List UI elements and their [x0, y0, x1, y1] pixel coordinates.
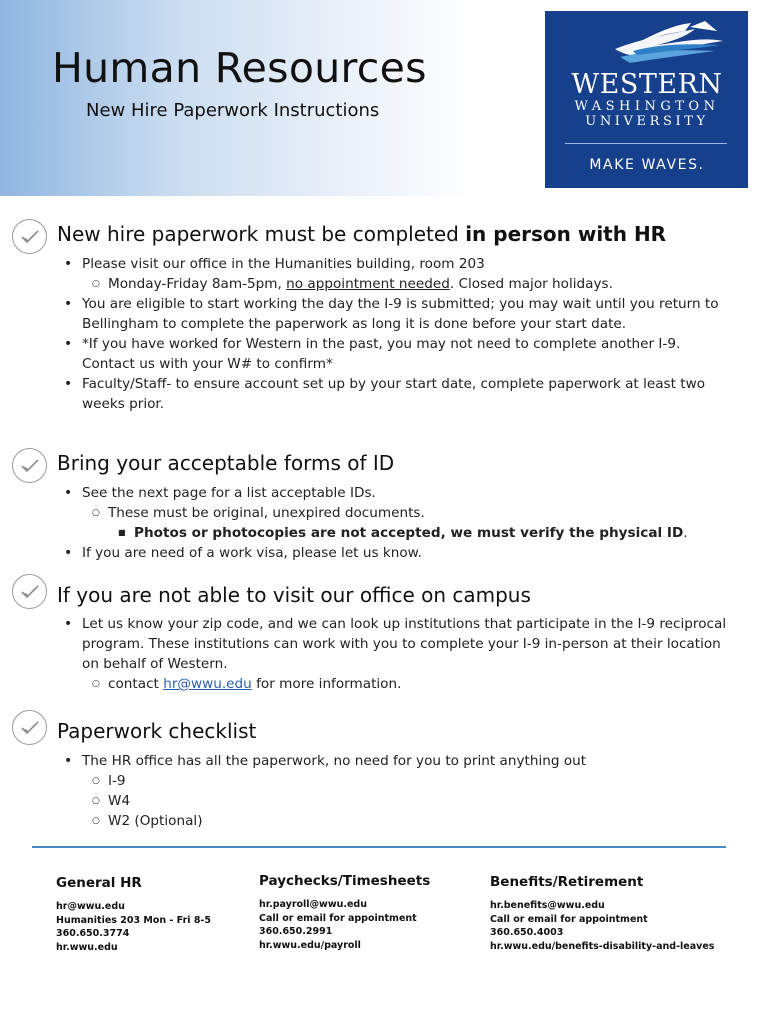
logo-divider: [565, 143, 727, 144]
list-item: • Faculty/Staff- to ensure account set up by your start date, complete paperwork at least two weeks prior.: [82, 374, 732, 414]
logo-tagline: MAKE WAVES.: [589, 157, 705, 173]
checkmark-circle-icon: [12, 710, 47, 745]
list-item-text: . Closed major holidays.: [449, 276, 613, 292]
logo-line-3: UNIVERSITY: [585, 114, 709, 129]
bullet-list: [82, 254, 732, 414]
university-logo: [545, 11, 748, 188]
bullet-list: [82, 483, 732, 563]
list-item-text: Photos or photocopies are not accepted, we must verify the physical ID: [134, 525, 684, 541]
underlined-text: no appointment needed: [286, 276, 450, 292]
list-item-text: These must be original, unexpired documents.: [108, 505, 425, 521]
list-item: [82, 751, 732, 831]
footer-divider: [32, 846, 726, 848]
footer-line: hr.benefits@wwu.edu: [490, 900, 605, 911]
footer-line: hr.wwu.edu/payroll: [259, 939, 361, 951]
list-item-text: Please visit our office in the Humanities building, room 203: [82, 256, 485, 272]
hr-email-link[interactable]: hr@wwu.edu: [163, 676, 252, 692]
section-title: If you are not able to visit our office on campus: [57, 583, 531, 607]
footer-line: hr@wwu.edu: [56, 901, 125, 912]
section-title: [57, 222, 666, 246]
checkmark-circle-icon: [12, 219, 47, 254]
list-item: [108, 274, 732, 294]
list-item-text: Monday-Friday 8am-5pm,: [108, 276, 287, 292]
list-item: [108, 503, 732, 543]
footer-benefits: [490, 873, 714, 953]
list-item: [134, 523, 732, 543]
footer-line: Call or email for appointment: [259, 912, 417, 924]
list-item-text: See the next page for a list acceptable IDs.: [82, 485, 376, 501]
footer-line: 360.650.3774: [56, 928, 130, 939]
footer-line: Call or email for appointment: [490, 913, 648, 925]
footer-line: hr.wwu.edu/benefits-disability-and-leaves: [490, 940, 715, 952]
footer-paychecks: [259, 872, 430, 952]
footer-line: 360.650.2991: [259, 926, 333, 937]
list-item: • If you are need of a work visa, please let us know.: [82, 543, 732, 563]
logo-line-2: WASHINGTON: [574, 99, 720, 114]
checkmark-circle-icon: [12, 574, 47, 609]
page-subtitle: New Hire Paperwork Instructions: [86, 100, 380, 121]
checklist-item: ○ W2 (Optional): [108, 811, 732, 831]
bullet-list: [82, 751, 732, 831]
list-item-text: contact: [108, 676, 164, 692]
logo-line-1: WESTERN: [571, 69, 723, 100]
list-item: • You are eligible to start working the day the I-9 is submitted; you may wait until you return to Bellingham to complete the paperwork as long it is done before your start date.: [82, 294, 732, 334]
section-title-emphasis: in person with HR: [465, 222, 667, 246]
section-title: Bring your acceptable forms of ID: [57, 451, 395, 475]
footer-line: 360.650.4003: [490, 927, 564, 938]
list-item-text: for more information.: [251, 676, 402, 692]
footer-heading: Benefits/Retirement: [490, 874, 644, 890]
list-item: [108, 674, 732, 694]
bullet-list: [82, 614, 732, 694]
checklist-item: ○ W4: [108, 791, 732, 811]
checkmark-circle-icon: [12, 448, 47, 483]
footer-general-hr: [56, 874, 211, 954]
page-title: Human Resources: [52, 44, 427, 92]
footer-line: hr.payroll@wwu.edu: [259, 899, 367, 910]
list-item-text: .: [683, 525, 688, 541]
list-item: • *If you have worked for Western in the past, you may not need to complete another I-9. Contact us with your W# to confirm*: [82, 334, 732, 374]
footer-line: Humanities 203 Mon - Fri 8-5: [56, 914, 211, 926]
footer-heading: General HR: [56, 875, 142, 891]
list-item: [82, 254, 732, 294]
checklist-item: ○ I-9: [108, 771, 732, 791]
section-title-text: New hire paperwork must be completed: [57, 222, 466, 246]
footer-heading: Paychecks/Timesheets: [259, 873, 431, 889]
list-item: [82, 614, 732, 694]
page-header: [0, 0, 770, 196]
footer-line: hr.wwu.edu: [56, 941, 118, 953]
list-item: [82, 483, 732, 543]
list-item-text: Let us know your zip code, and we can look up institutions that participate in the I-9 reciprocal program. These institutions can work with you to complete your I-9 in-person at their location on behalf of Western.: [82, 616, 727, 672]
list-item-text: The HR office has all the paperwork, no need for you to print anything out: [82, 753, 587, 769]
section-title: Paperwork checklist: [57, 719, 257, 743]
